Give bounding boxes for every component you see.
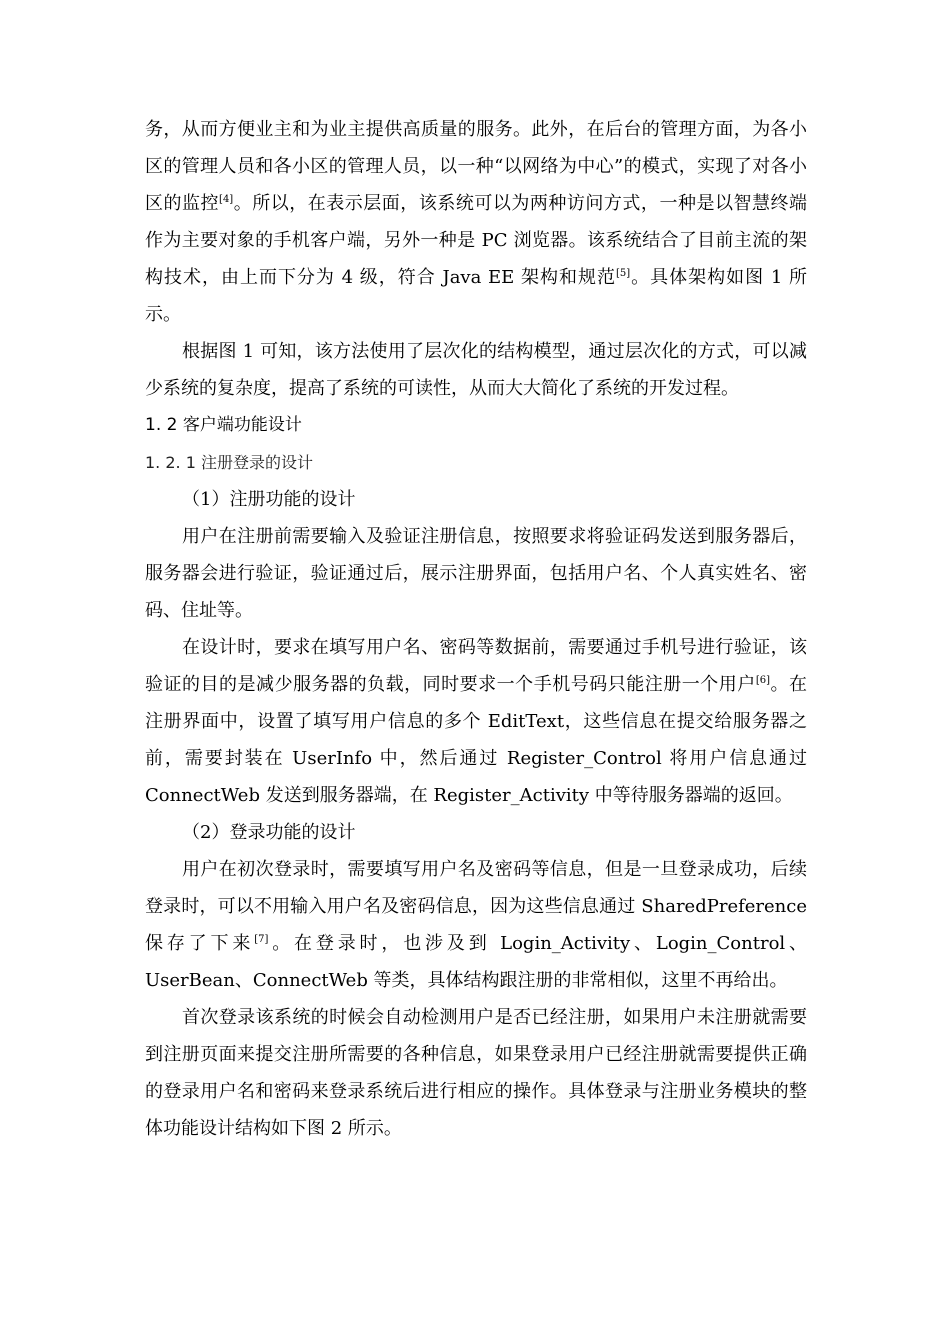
paragraph-text: 用户在初次登录时，需要填写用户名及密码等信息，但是一旦登录成功，后续登录时，可以不用输入用户名及密码信息，因为这些信息通过 SharedPreference 保存了下来	[145, 859, 807, 954]
section-heading: 1. 2 客户端功能设计	[145, 415, 302, 435]
paragraph-text: 。所以，在表示层面，该系统可以为两种访问方式，一种是以智慧终端作为主要对象的手机客户端，另外一种是 PC 浏览器。该系统结合了目前主流的架构技术，由上而下分为 4 级，符合 Java EE 架构和规范	[145, 193, 808, 288]
paragraph-text: 。在注册界面中，设置了填写用户信息的多个 EditText，这些信息在提交给服务器之前，需要封装在 UserInfo 中，然后通过 Register_Control 将用户信息通过 ConnectWeb 发送到服务器端，在 Register_Activity 中等待服务器端的返回。	[145, 674, 808, 806]
item-heading-register: （1）注册功能的设计	[182, 489, 356, 510]
paragraph-register-design	[145, 629, 807, 814]
paragraph-login-flow: 首次登录该系统的时候会自动检测用户是否已经注册，如果用户未注册就需要到注册页面来提交注册所需要的各种信息，如果登录用户已经注册就需要提供正确的登录用户名和密码来登录系统后进行相应的操作。具体登录与注册业务模块的整体功能设计结构如下图 2 所示。	[145, 1007, 807, 1139]
paragraph-text: 务，从而方便业主和为业主提供高质量的服务。此外，在后台的管理方面，为各小区的管理人员和各小区的管理人员，以一种“以网络为中心”的模式，实现了对各小区的监控	[145, 119, 807, 214]
paragraph-text: 。在登录时，也涉及到 Login_Activity、Login_Control、UserBean、ConnectWeb 等类，具体结构跟注册的非常相似，这里不再给出。	[145, 933, 807, 991]
citation: [6]	[755, 675, 770, 686]
paragraph-text: 在设计时，要求在填写用户名、密码等数据前，需要通过手机号进行验证，该验证的目的是减少服务器的负载，同时要求一个手机号码只能注册一个用户	[145, 637, 807, 695]
paragraph-login-design	[145, 851, 807, 999]
paragraph-figure1-summary: 根据图 1 可知，该方法使用了层次化的结构模型，通过层次化的方式，可以减少系统的复杂度，提高了系统的可读性，从而大大简化了系统的开发过程。	[145, 341, 807, 399]
paragraph-text: 。具体架构如图 1 所示。	[145, 267, 807, 325]
item-heading-login: （2）登录功能的设计	[182, 822, 356, 843]
subsection-heading: 1. 2. 1 注册登录的设计	[145, 453, 313, 472]
paragraph-architecture	[145, 111, 807, 333]
citation: [5]	[616, 268, 631, 279]
paragraph-register-flow: 用户在注册前需要输入及验证注册信息，按照要求将验证码发送到服务器后，服务器会进行验证，验证通过后，展示注册界面，包括用户名、个人真实姓名、密码、住址等。	[145, 526, 807, 621]
citation: [4]	[219, 194, 234, 205]
body-text	[145, 111, 807, 1147]
citation: [7]	[254, 934, 269, 945]
